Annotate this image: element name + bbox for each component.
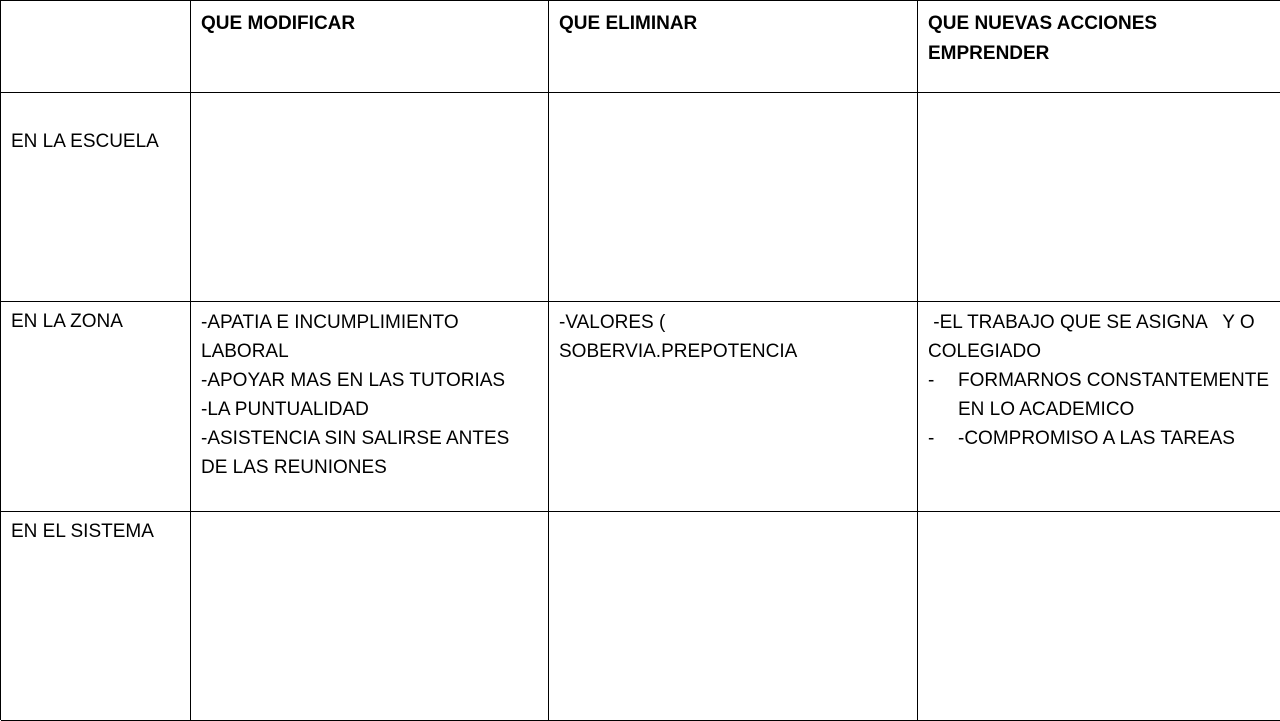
row-label-escuela: EN LA ESCUELA [1,93,191,302]
list-item: -APATIA E INCUMPLIMIENTO LABORAL [201,312,459,362]
bullet-text: FORMARNOS CONSTANTEMENTE EN LO ACADEMICO [958,370,1270,420]
cell-zona-acciones [918,302,1280,512]
header-que-nuevas-acciones: QUE NUEVAS ACCIONES EMPRENDER [918,1,1280,93]
list-item: -LA PUNTUALIDAD [201,399,369,420]
cell-escuela-acciones [918,93,1280,302]
row-label-zona: EN LA ZONA [1,302,191,512]
row-label-sistema: EN EL SISTEMA [1,512,191,721]
acciones-bullet-list [928,366,1271,453]
list-item [928,366,1271,424]
list-item: -ASISTENCIA SIN SALIRSE ANTES DE LAS REUNIONES [201,428,510,478]
bullet-text: -COMPROMISO A LAS TAREAS [958,428,1235,449]
cell-escuela-eliminar [549,93,918,302]
cell-escuela-modificar [191,93,549,302]
cell-sistema-eliminar [549,512,918,721]
bullet-dash: - [928,428,935,449]
acciones-intro: -EL TRABAJO QUE SE ASIGNA Y O COLEGIADO [928,312,1260,362]
list-item: -VALORES ( SOBERVIA.PREPOTENCIA [559,312,798,362]
header-que-modificar: QUE MODIFICAR [191,1,549,93]
list-item [928,424,1271,453]
cell-zona-eliminar [549,302,918,512]
cell-sistema-modificar [191,512,549,721]
bullet-dash: - [928,370,935,391]
header-corner-cell [1,1,191,93]
cell-sistema-acciones [918,512,1280,721]
list-item: -APOYAR MAS EN LAS TUTORIAS [201,370,506,391]
header-que-eliminar: QUE ELIMINAR [549,1,918,93]
cell-zona-modificar [191,302,549,512]
